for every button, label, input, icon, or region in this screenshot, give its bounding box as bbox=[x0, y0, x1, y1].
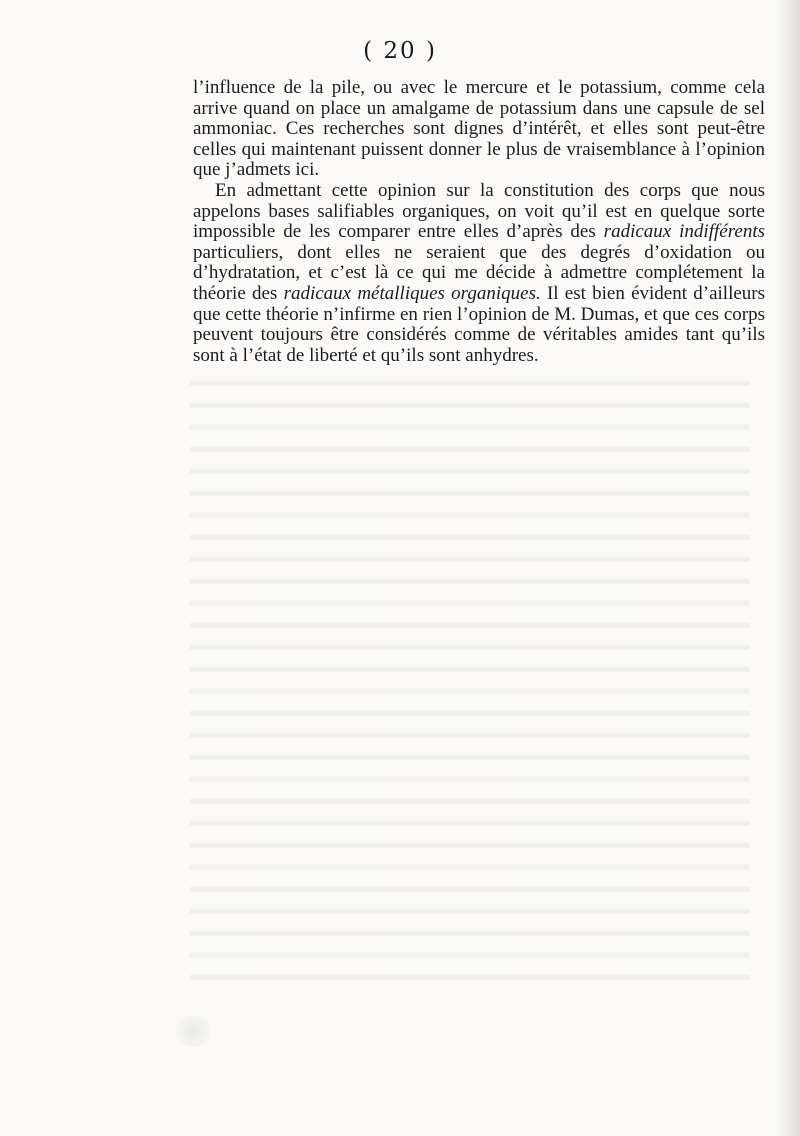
paragraph-2-text-c: Il est bien évident d’ailleurs que cette théorie n’infirme en rien l’opinion de M. Dumas, et que ces corps peuvent toujours être considérés comme de véritables amides tant qu’ils sont à l’état de liberté et qu’ils sont anhydres. bbox=[193, 282, 765, 366]
paragraph-2-text-b: particuliers, dont elles ne seraient que des degrés d’oxidation ou d’hydratation, et c’est là ce qui me décide à admettre complétement la théorie des bbox=[193, 241, 765, 304]
show-through-texture bbox=[190, 370, 750, 990]
page-number: ( 20 ) bbox=[363, 38, 437, 64]
paragraph-1-text: l’influence de la pile, ou avec le mercure et le potassium, comme cela arrive quand on place un amalgame de potassium dans une capsule de sel ammoniac. Ces recherches sont dignes d’intérêt, et elles sont peut-être celles qui maintenant puissent donner le plus de vraisemblance à l’opinion que j’admets ici. bbox=[193, 77, 765, 181]
paragraph-2-text-a: En admettant cette opinion sur la constitution des corps que nous appelons bases salifiables organiques, on voit qu’il est en quelque sorte impossible de les comparer entre elles d’après des bbox=[193, 179, 765, 243]
italic-term-radicaux-metalliques: radicaux métalliques organiques. bbox=[283, 282, 541, 304]
paragraph-1 bbox=[193, 78, 765, 181]
paragraph-2 bbox=[193, 181, 765, 366]
body-text bbox=[193, 78, 765, 366]
page-edge-shadow bbox=[774, 0, 800, 1136]
italic-term-radicaux-indifferents: radicaux indifférents bbox=[603, 221, 765, 243]
library-stamp-mark bbox=[175, 1015, 211, 1047]
